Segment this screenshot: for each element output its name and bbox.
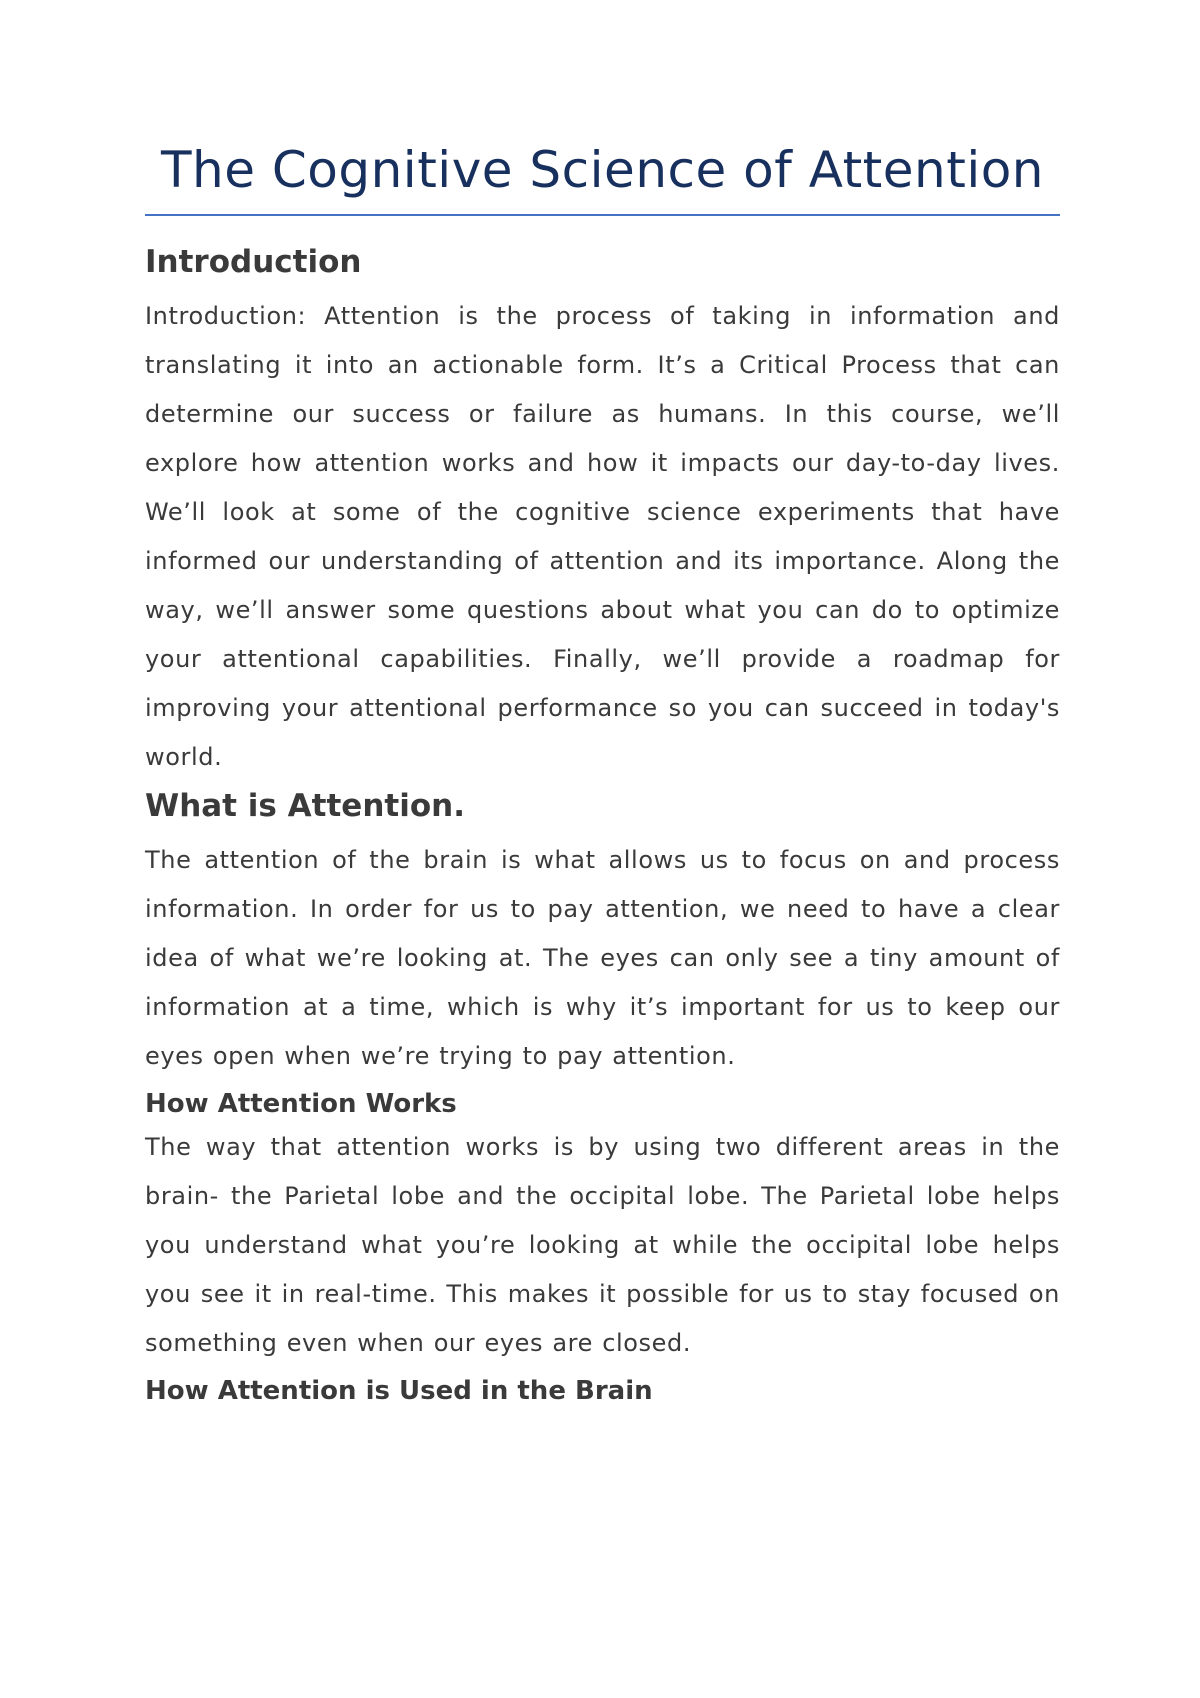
- document-title: The Cognitive Science of Attention: [160, 141, 1044, 199]
- heading-introduction: Introduction: [145, 244, 362, 280]
- heading-how-attention-is-used: How Attention is Used in the Brain: [145, 1376, 653, 1406]
- heading-what-is-attention: What is Attention.: [145, 788, 465, 824]
- document-page: [145, 140, 1060, 1410]
- heading-how-attention-works: How Attention Works: [145, 1089, 457, 1119]
- paragraph-what-is-attention: The attention of the brain is what allows us to focus on and process information. In order for us to pay attention, we need to have a clear idea of what we’re looking at. The eyes can only see a tiny amount of information at a time, which is why it’s important for us to keep our eyes open when we’re trying to pay attention.: [145, 846, 1060, 1070]
- paragraph-how-attention-works: The way that attention works is by using two different areas in the brain- the Parietal lobe and the occipital lobe. The Parietal lobe helps you understand what you’re looking at while the occipital lobe helps you see it in real-time. This makes it possible for us to stay focused on something even when our eyes are closed.: [145, 1133, 1060, 1357]
- title-underline-divider: [145, 214, 1060, 216]
- paragraph-introduction: Introduction: Attention is the process of taking in information and translating it into an actionable form. It’s a Critical Process that can determine our success or failure as humans. In this course, we’ll explore how attention works and how it impacts our day-to-day lives. We’ll look at some of the cognitive science experiments that have informed our understanding of attention and its importance. Along the way, we’ll answer some questions about what you can do to optimize your attentional capabilities. Finally, we’ll provide a roadmap for improving your attentional performance so you can succeed in today's world.: [145, 302, 1060, 771]
